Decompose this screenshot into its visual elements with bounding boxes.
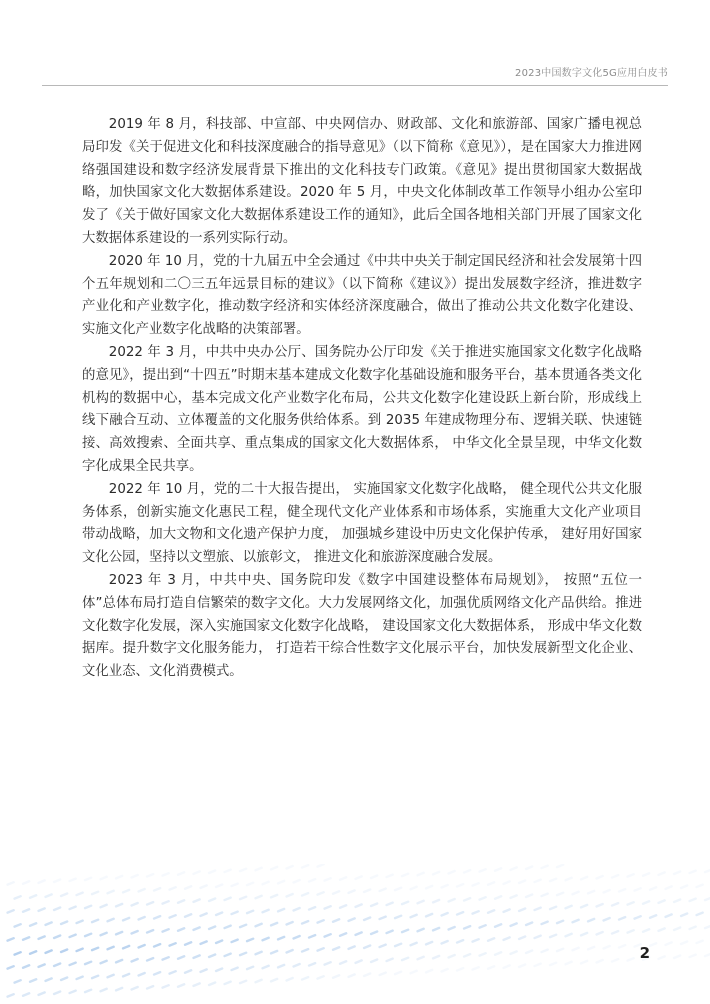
paragraph: 2022 年 10 月，党的二十大报告提出， 实施国家文化数字化战略， 健全现代公共文化服务体系，创新实施文化惠民工程，健全现代文化产业体系和市场体系，实施重大文化产业项目带动战略，加大文物和文化遗产保护力度， 加强城乡建设中历史文化保护传承， 建好用好国家文化公园，坚持以文塑旅、以旅彰文， 推进文化和旅游深度融合发展。 <box>82 481 642 566</box>
header-divider <box>42 85 668 86</box>
paragraph: 2019 年 8 月，科技部、中宣部、中央网信办、财政部、文化和旅游部、国家广播电视总局印发《关于促进文化和科技深度融合的指导意见》（以下简称《意见》），是在国家大力推进网络强国建设和数字经济发展背景下推出的文化科技专门政策。《意见》提出贯彻国家大数据战略，加快国家文化大数据体系建设。2020 年 5 月，中央文化体制改革工作领导小组办公室印发了《关于做好国家文化大数据体系建设工作的通知》，此后全国各地相关部门开展了国家文化大数据体系建设的一系列实际行动。 <box>82 117 642 246</box>
running-header: 2023中国数字文化5G应用白皮书 <box>515 68 668 79</box>
paragraph: 2020 年 10 月，党的十九届五中全会通过《中共中央关于制定国民经济和社会发展第十四个五年规划和二〇三五年远景目标的建议》（以下简称《建议》）提出发展数字经济，推进数字产业化和产业数字化，推动数字经济和实体经济深度融合，做出了推动公共文化数字化建设、实施文化产业数字化战略的决策部署。 <box>82 253 642 338</box>
paragraph: 2023 年 3 月，中共中央、国务院印发《数字中国建设整体布局规划》， 按照“五位一体”总体布局打造自信繁荣的数字文化。大力发展网络文化，加强优质网络文化产品供给。推进文化数字化发展，深入实施国家文化数字化战略， 建设国家文化大数据体系， 形成中华文化数据库。提升数字文化服务能力， 打造若干综合性数字文化展示平台，加快发展新型文化企业、文化业态、文化消费模式。 <box>82 572 642 680</box>
paragraph: 2022 年 3 月，中共中央办公厅、国务院办公厅印发《关于推进实施国家文化数字化战略的意见》，提出到“十四五”时期末基本建成文化数字化基础设施和服务平台，基本贯通各类文化机构的数据中心，基本完成文化产业数字化布局，公共文化数字化建设跃上新台阶，形成线上线下融合互动、立体覆盖的文化服务供给体系。到 2035 年建成物理分布、逻辑关联、快速链接、高效搜索、全面共享、重点集成的国家文化大数据体系， 中华文化全景呈现，中华文化数字化成果全民共享。 <box>82 344 642 474</box>
body-text <box>82 114 642 684</box>
page-number: 2 <box>639 944 650 962</box>
blue-dot-pattern-decoration <box>0 864 710 1004</box>
